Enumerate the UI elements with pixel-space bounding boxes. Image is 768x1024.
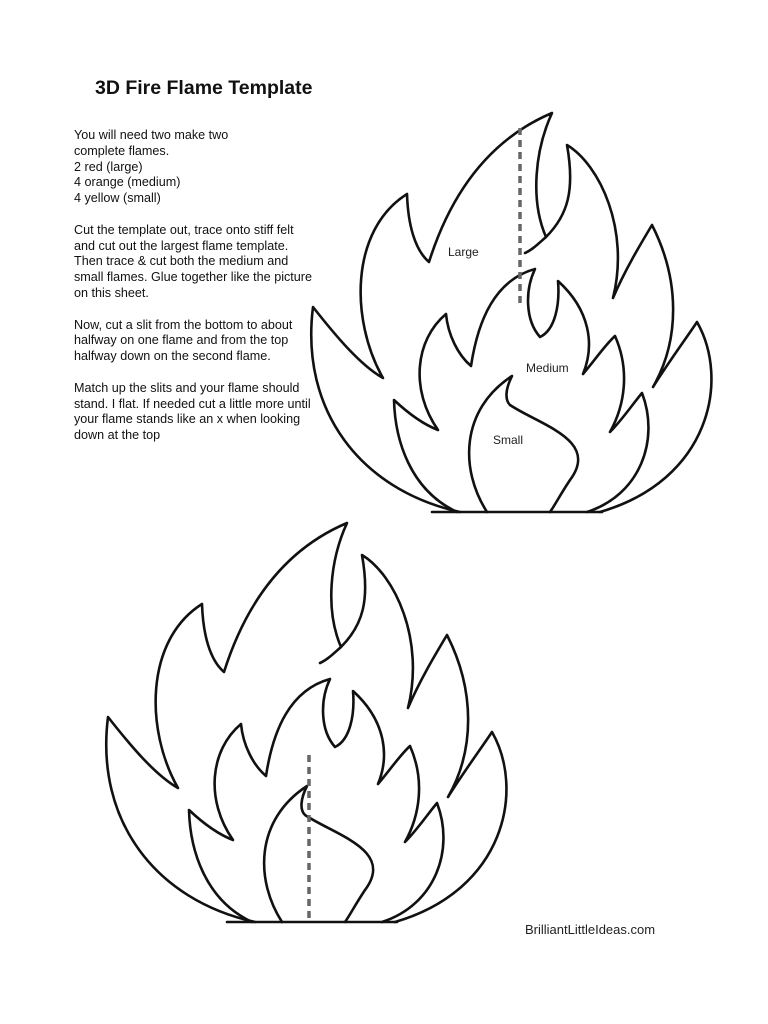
- label-small: Small: [493, 433, 524, 447]
- label-large: Large: [448, 245, 479, 259]
- flame-top-outline: [311, 113, 711, 512]
- label-medium: Medium: [526, 361, 569, 375]
- page-title: 3D Fire Flame Template: [95, 77, 313, 99]
- footer-website: BrilliantLittleIdeas.com: [525, 922, 656, 937]
- flame-bottom-outline: [106, 523, 506, 922]
- instructions-slit: Now, cut a slit from the bottom to about halfway on one flame and from the top halfway down on the second flame.: [74, 317, 293, 364]
- instructions-cut: Cut the template out, trace onto stiff felt and cut out the largest flame template. Then trace & cut both the medium and small flames. Glue together like the picture on this sheet.: [74, 222, 312, 300]
- instructions-assemble: Match up the slits and your flame should stand. I flat. If needed cut a little more until your flame stands like an x when looking down at the top: [74, 380, 311, 443]
- flame-bottom: [106, 523, 506, 922]
- flame-top: [311, 113, 711, 512]
- instructions-materials: You will need two make two complete flames. 2 red (large) 4 orange (medium) 4 yellow (small): [74, 128, 229, 206]
